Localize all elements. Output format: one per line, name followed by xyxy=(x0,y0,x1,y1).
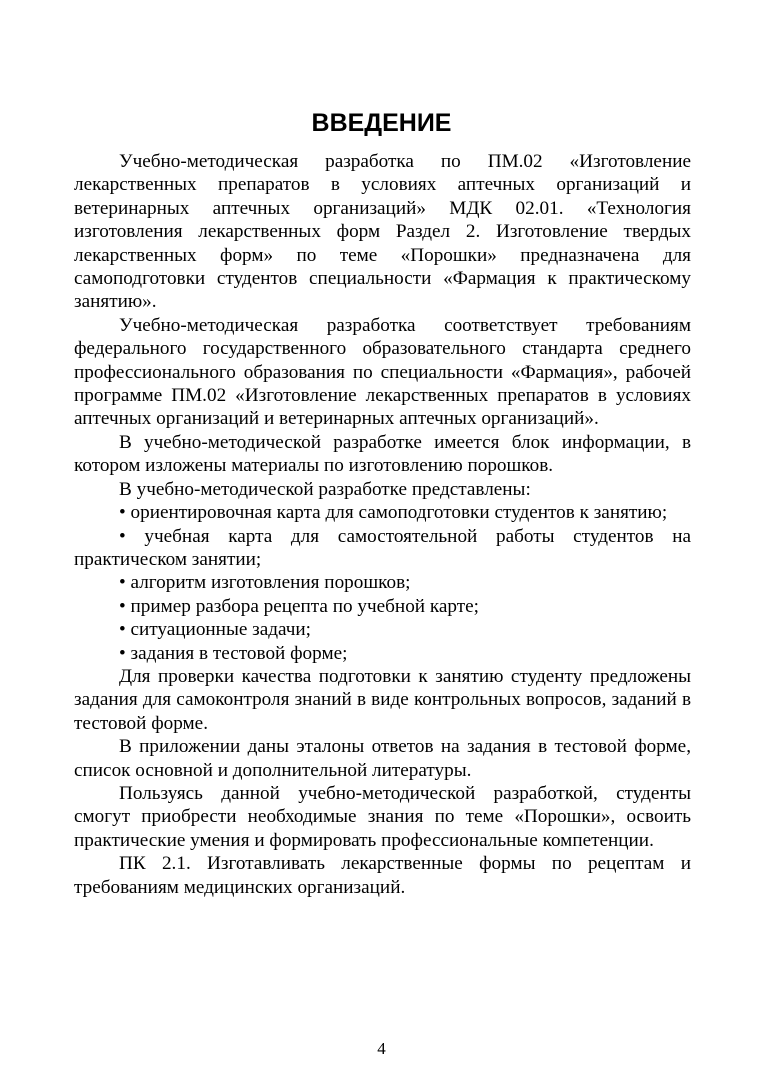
paragraph-contents-intro: В учебно-методической разработке представлены: xyxy=(119,478,531,500)
paragraph-outcomes: Пользуясь данной учебно-методической разработкой, студенты смогут приобрести необходимые знания по теме «Порошки», освоить практические умения и формировать профессиональные компетенции. xyxy=(74,782,691,851)
page-number: 4 xyxy=(377,1039,386,1058)
page-title: ВВЕДЕНИЕ xyxy=(311,109,452,137)
paragraph-purpose: Учебно-методическая разработка по ПМ.02 «Изготовление лекарственных препаратов в условиях аптечных организаций и ветеринарных аптечных организаций» МДК 02.01. «Технология изготовления лекарственных форм Раздел 2. Изготовление твердых лекарственных форм» по теме «Порошки» предназначена для самоподготовки студентов специальности «Фармация к практическому занятию». xyxy=(74,151,691,313)
paragraph-self-control: Для проверки качества подготовки к занятию студенту предложены задания для самоконтроля знаний в виде контрольных вопросов, заданий в тестовой форме. xyxy=(74,665,691,734)
list-item: • пример разбора рецепта по учебной карте; xyxy=(119,595,479,617)
paragraph-competence: ПК 2.1. Изготавливать лекарственные формы по рецептам и требованиям медицинских организаций. xyxy=(74,853,691,898)
paragraph-standards: Учебно-методическая разработка соответствует требованиям федерального государственного образовательного стандарта среднего профессионального образования по специальности «Фармация», рабочей программе ПМ.02 «Изготовление лекарственных препаратов в условиях аптечных организаций и ветеринарных аптечных организаций». xyxy=(74,314,691,430)
body-text xyxy=(74,150,691,899)
list-item: • ситуационные задачи; xyxy=(119,619,312,641)
list-item: • задания в тестовой форме; xyxy=(119,642,348,664)
list-item: • ориентировочная карта для самоподготовки студентов к занятию; xyxy=(119,502,668,524)
paragraph-info-block: В учебно-методической разработке имеется блок информации, в котором изложены материалы по изготовлению порошков. xyxy=(74,431,691,477)
list-item: • алгоритм изготовления порошков; xyxy=(119,572,411,594)
list-item: • учебная карта для самостоятельной работы студентов на практическом занятии; xyxy=(74,525,691,570)
paragraph-appendix: В приложении даны эталоны ответов на задания в тестовой форме, список основной и дополнительной литературы. xyxy=(74,736,691,781)
